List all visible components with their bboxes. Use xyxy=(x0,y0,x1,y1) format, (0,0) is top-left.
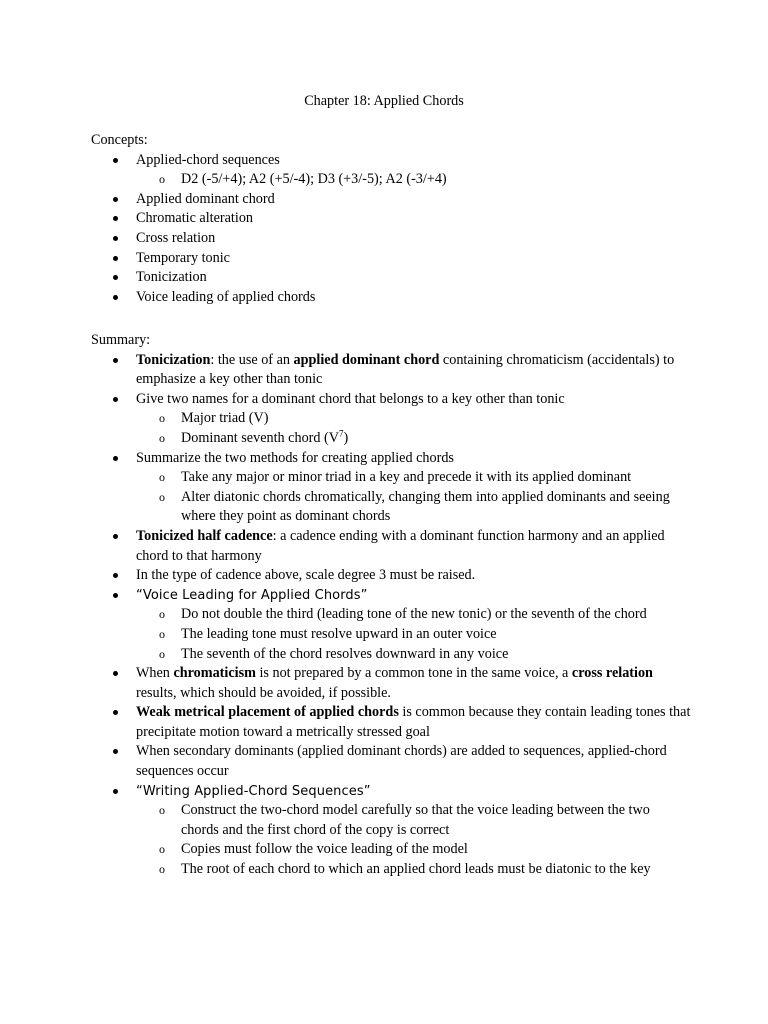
circle-bullet-icon: o xyxy=(159,489,165,504)
list-item: Applied dominant chord xyxy=(91,190,691,210)
list-item: Chromatic alteration xyxy=(91,209,691,229)
list-item: o Copies must follow the voice leading of the model xyxy=(91,840,691,860)
bullet-icon xyxy=(113,534,118,539)
list-item: o Alter diatonic chords chromatically, changing them into applied dominants and seeing where they point as dominant chords xyxy=(159,488,670,525)
list-item: “Writing Applied-Chord Sequences” xyxy=(91,782,691,802)
circle-bullet-icon: o xyxy=(159,430,165,445)
bullet-icon xyxy=(113,158,118,163)
list-item: In the type of cadence above, scale degree 3 must be raised. xyxy=(91,566,691,586)
list-item: o Construct the two-chord model carefully so that the voice leading between the two chords and the first chord of the copy is correct xyxy=(159,802,650,838)
bullet-icon xyxy=(113,197,118,202)
concepts-section xyxy=(91,131,691,307)
circle-bullet-icon: o xyxy=(159,411,165,426)
summary-section xyxy=(91,331,691,880)
bullet-icon xyxy=(113,295,118,300)
list-item: o Dominant seventh chord $(V^7)$ xyxy=(91,429,691,449)
list-item: When secondary dominants (applied dominant chords) are added to sequences, applied-chord sequences occur xyxy=(91,742,691,781)
circle-bullet-icon: o xyxy=(159,646,165,661)
list-item: Applied-chord sequences xyxy=(91,151,691,171)
list-item: Give two names for a dominant chord that belongs to a key other than tonic xyxy=(91,390,691,410)
list-item: Tonicization: the use of an applied dominant chord containing chromaticism (accidentals) to emphasize a key other than tonic xyxy=(91,351,691,390)
list-item: o The root of each chord to which an applied chord leads must be diatonic to the key xyxy=(91,860,691,880)
summary-heading: Summary: xyxy=(91,332,151,348)
list-item: Weak metrical placement of applied chords is common because they contain leading tones that precipitate motion toward a metrically stressed goal xyxy=(91,703,691,742)
bullet-icon xyxy=(113,573,118,578)
circle-bullet-icon: o xyxy=(159,862,165,877)
list-item: o The seventh of the chord resolves downward in any voice xyxy=(91,645,691,665)
bullet-icon xyxy=(113,749,118,754)
concepts-heading: Concepts: xyxy=(91,132,148,148)
bullet-icon xyxy=(113,671,118,676)
list-item: o D2 (-5/+4); A2 (+5/-4); D3 (+3/-5); A2 (-3/+4) xyxy=(91,170,691,190)
circle-bullet-icon: o xyxy=(159,803,165,818)
list-item: o The leading tone must resolve upward in an outer voice xyxy=(91,625,691,645)
bullet-icon xyxy=(113,216,118,221)
bullet-icon xyxy=(113,593,118,598)
bullet-icon xyxy=(113,236,118,241)
circle-bullet-icon: o xyxy=(159,172,165,187)
bullet-icon xyxy=(113,397,118,402)
bullet-icon xyxy=(113,358,118,363)
circle-bullet-icon: o xyxy=(159,842,165,857)
circle-bullet-icon: o xyxy=(159,470,165,485)
list-item: When chromaticism is not prepared by a common tone in the same voice, a cross relation results, which should be avoided, if possible. xyxy=(91,664,691,703)
list-item: o Do not double the third (leading tone of the new tonic) or the seventh of the chord xyxy=(91,605,691,625)
bullet-icon xyxy=(113,456,118,461)
list-item: Temporary tonic xyxy=(91,249,691,269)
bullet-icon xyxy=(113,275,118,280)
list-item: o Take any major or minor triad in a key and precede it with its applied dominant xyxy=(91,468,691,488)
list-item: Tonicized half cadence: a cadence ending with a dominant function harmony and an applied chord to that harmony xyxy=(91,527,691,566)
list-item: Cross relation xyxy=(91,229,691,249)
bullet-icon xyxy=(113,710,118,715)
circle-bullet-icon: o xyxy=(159,607,165,622)
page-title: Chapter 18: Applied Chords xyxy=(304,93,464,109)
list-item: Tonicization xyxy=(91,268,691,288)
list-item: Summarize the two methods for creating applied chords xyxy=(91,449,691,469)
bullet-icon xyxy=(113,256,118,261)
list-item: Voice leading of applied chords xyxy=(91,288,691,308)
circle-bullet-icon: o xyxy=(159,626,165,641)
bullet-icon xyxy=(113,789,118,794)
list-item: “Voice Leading for Applied Chords” xyxy=(91,586,691,606)
list-item: o Major triad (V) xyxy=(91,409,691,429)
